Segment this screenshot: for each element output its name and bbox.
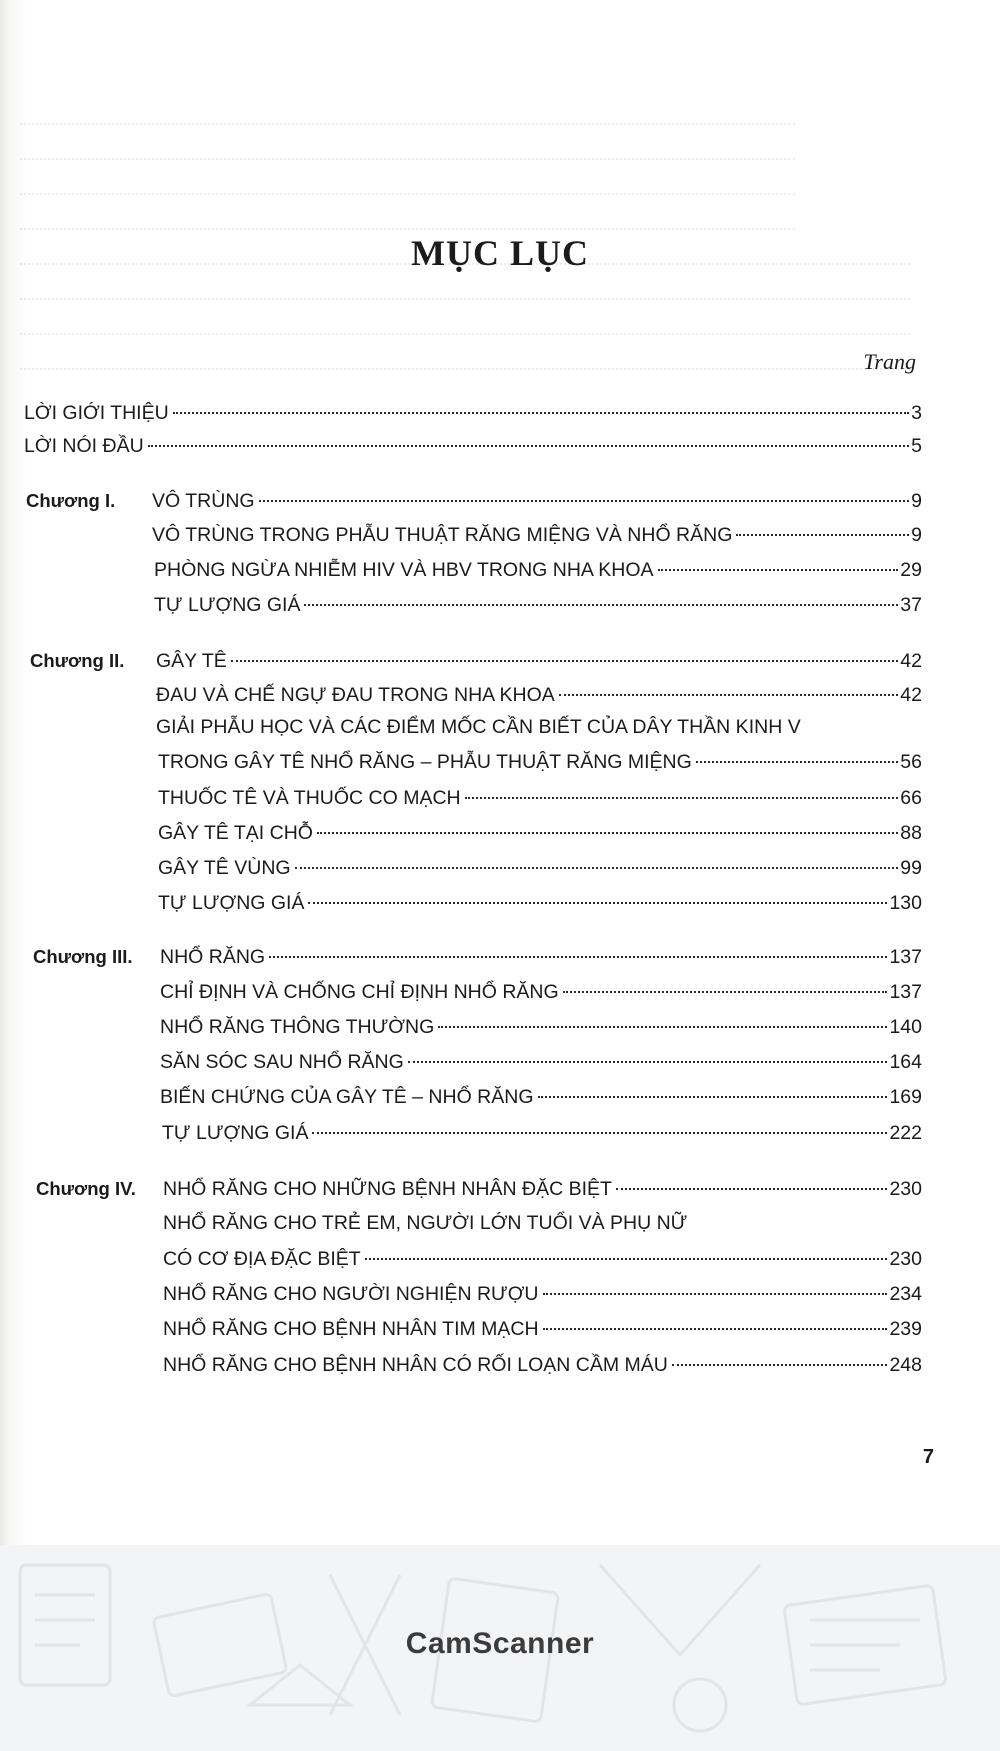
leader-dots [736,534,909,536]
toc-entry [163,1280,922,1308]
toc-entry [156,647,922,675]
toc-entry [154,556,922,584]
leader-dots [365,1258,888,1260]
toc-entry-title: NHỔ RĂNG CHO BỆNH NHÂN CÓ RỐI LOẠN CẦM MÁU [163,1354,668,1376]
leader-dots [616,1188,888,1190]
toc-entry-page: 137 [889,946,922,968]
toc-entry [158,748,922,776]
toc-entry-page: 230 [889,1178,922,1200]
leader-dots [408,1061,888,1063]
toc-entry-page: 66 [900,787,922,809]
toc-entry [158,889,922,917]
toc-entry-page: 29 [900,559,922,581]
toc-entry-title: NHỔ RĂNG THÔNG THƯỜNG [160,1016,435,1038]
toc-entry-page: 164 [889,1051,922,1073]
toc-entry-title: VÔ TRÙNG TRONG PHẪU THUẬT RĂNG MIỆNG VÀ NHỔ RĂNG [152,524,733,546]
toc-entry-title: VÔ TRÙNG [152,490,255,512]
toc-entry-page: 140 [889,1016,922,1038]
toc-entry [158,784,922,812]
toc-entry-title: TỰ LƯỢNG GIÁ [162,1122,309,1144]
toc-entry [163,1351,922,1379]
chapter-label: Chương IV. [36,1178,136,1199]
toc-entry-page: 9 [911,490,922,512]
toc-entry [24,432,922,460]
toc-entry [24,399,922,427]
toc-entry-title: GÂY TÊ VÙNG [158,857,291,879]
toc-entry-page: 230 [889,1248,922,1270]
chapter-label: Chương II. [30,650,125,671]
chapter-label: Chương I. [26,490,116,511]
leader-dots [563,991,888,993]
toc-entry [160,978,922,1006]
leader-dots [696,761,898,763]
toc-entry-page: 42 [900,650,922,672]
toc-entry-title: NHỔ RĂNG [160,946,266,968]
toc-entry-page: 56 [900,751,922,773]
leader-dots [543,1328,888,1330]
toc-entry-title: SĂN SÓC SAU NHỔ RĂNG [160,1051,404,1073]
toc-entry-page: 9 [911,524,922,546]
leader-dots [658,569,899,571]
toc-entry [152,521,922,549]
toc-entry-page: 88 [900,822,922,844]
toc-entry-page: 37 [900,594,922,616]
toc-entry-page: 239 [889,1318,922,1340]
leader-dots [543,1293,888,1295]
toc-entry-title: CHỈ ĐỊNH VÀ CHỐNG CHỈ ĐỊNH NHỔ RĂNG [160,981,559,1003]
toc-entry-title: PHÒNG NGỪA NHIỄM HIV VÀ HBV TRONG NHA KHOA [154,559,654,581]
page-title: MỤC LỤC [411,233,589,273]
toc-entry-title: BIẾN CHỨNG CỦA GÂY TÊ – NHỔ RĂNG [160,1086,534,1108]
toc-entry-title: TỰ LƯỢNG GIÁ [154,594,301,616]
toc-entry [163,1315,922,1343]
toc-entry-title: NHỔ RĂNG CHO BỆNH NHÂN TIM MẠCH [163,1318,539,1340]
leader-dots [304,604,898,606]
toc-entry-title: GIẢI PHẪU HỌC VÀ CÁC ĐIỂM MỐC CẦN BIẾT CỦA DÂY THẦN KINH V [156,716,801,738]
toc-entry [158,819,922,847]
camscanner-watermark: CamScanner [405,1627,595,1660]
leader-dots [295,867,899,869]
toc-entry-page: 222 [889,1122,922,1144]
toc-entry [163,1175,922,1203]
leader-dots [538,1096,888,1098]
toc-entry [154,591,922,619]
leader-dots [148,445,909,447]
leader-dots [173,412,909,414]
leader-dots [269,956,887,958]
toc-entry [152,487,922,515]
toc-entry-title: THUỐC TÊ VÀ THUỐC CO MẠCH [158,787,461,809]
chapter-label: Chương III. [33,946,133,967]
toc-entry-title: LỜI NÓI ĐẦU [24,435,144,457]
toc-entry-page: 42 [900,684,922,706]
page-number: 7 [922,1446,934,1468]
toc-entry-title: TỰ LƯỢNG GIÁ [158,892,305,914]
toc-entry-page: 137 [889,981,922,1003]
toc-entry [160,943,922,971]
leader-dots [231,660,898,662]
toc-entry-page: 234 [889,1283,922,1305]
toc-entry-page: 5 [911,435,922,457]
toc-entry [163,1245,922,1273]
toc-entry-title: NHỔ RĂNG CHO TRẺ EM, NGƯỜI LỚN TUỔI VÀ PHỤ NỮ [163,1212,688,1234]
toc-entry-title: GÂY TÊ TẠI CHỖ [158,822,313,844]
toc-entry-page: 169 [889,1086,922,1108]
toc-entry-title: LỜI GIỚI THIỆU [24,402,169,424]
leader-dots [672,1364,888,1366]
toc-entry [160,1048,922,1076]
leader-dots [259,500,910,502]
toc-entry-title: NHỔ RĂNG CHO NHỮNG BỆNH NHÂN ĐẶC BIỆT [163,1178,612,1200]
toc-entry [160,1083,922,1111]
toc-entry [156,681,922,709]
toc-entry [162,1119,922,1147]
toc-entry [158,854,922,882]
toc-entry-page: 99 [900,857,922,879]
toc-entry-title: GÂY TÊ [156,650,227,672]
toc-entry-title: TRONG GÂY TÊ NHỔ RĂNG – PHẪU THUẬT RĂNG MIỆNG [158,751,692,773]
toc-entry-title: ĐAU VÀ CHẾ NGỰ ĐAU TRONG NHA KHOA [156,684,555,706]
page-column-label: Trang [863,349,916,374]
toc-entry-page: 3 [911,402,922,424]
leader-dots [559,694,899,696]
leader-dots [312,1132,887,1134]
toc-entry-title: NHỔ RĂNG CHO NGƯỜI NGHIỆN RƯỢU [163,1283,539,1305]
bleed-through-text [0,0,1000,400]
leader-dots [308,902,887,904]
toc-entry-title: CÓ CƠ ĐỊA ĐẶC BIỆT [163,1248,361,1270]
leader-dots [438,1026,887,1028]
toc-entry-page: 248 [889,1354,922,1376]
toc-entry-page: 130 [889,892,922,914]
toc-entry [160,1013,922,1041]
leader-dots [465,797,899,799]
leader-dots [317,832,898,834]
